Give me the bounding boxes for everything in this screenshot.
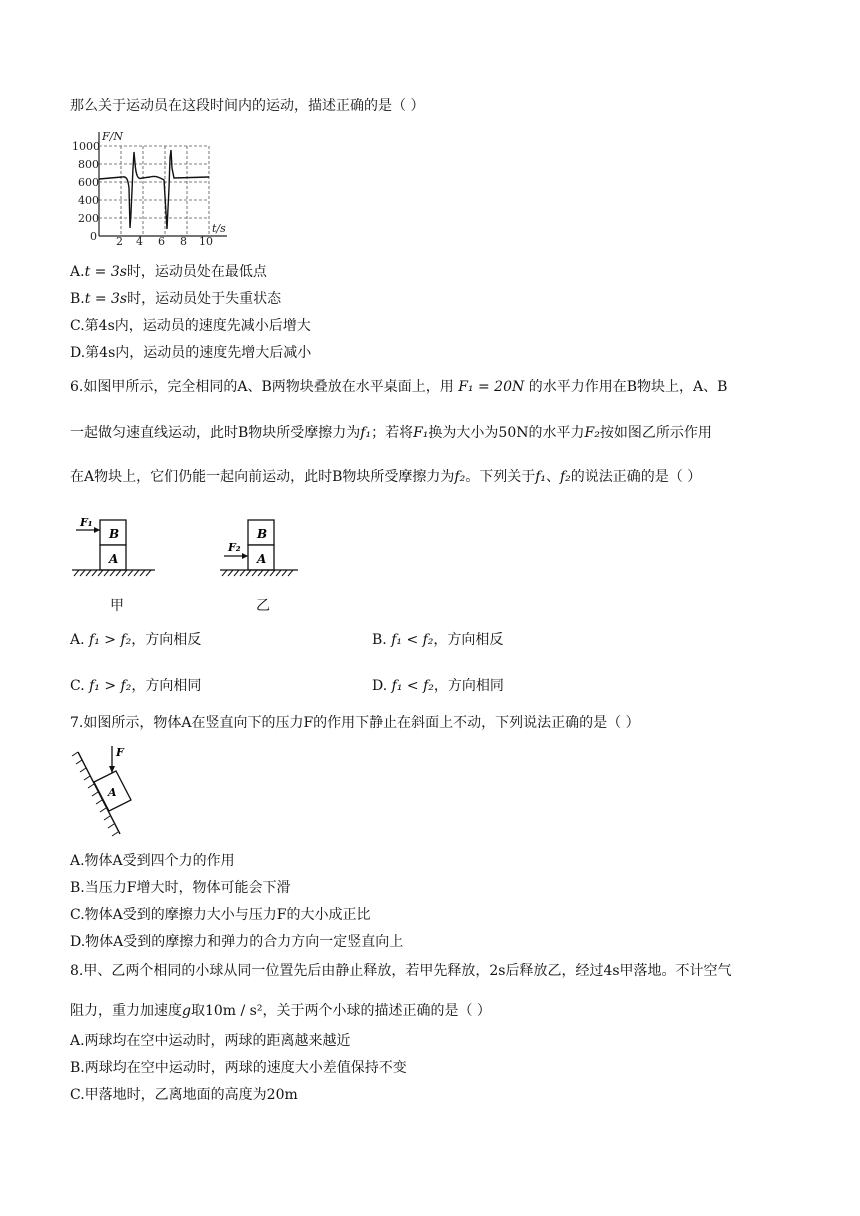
q8-stem-line1: 8.甲、乙两个相同的小球从同一位置先后由静止释放，若甲先释放，2s后释放乙，经过4s甲落地。不计空气 (70, 963, 732, 979)
x-tick: 4 (136, 235, 143, 248)
block-a-label: A (109, 552, 119, 566)
y-tick: 1000 (72, 140, 100, 153)
q6-option-a[interactable]: A. f₁ > f₂，方向相反 (70, 632, 202, 648)
q6-option-d[interactable]: D. f₁ < f₂，方向相同 (372, 678, 504, 694)
q8-option-c[interactable]: C.甲落地时，乙离地面的高度为20m (70, 1087, 298, 1103)
q5-option-a[interactable]: A.t = 3s时，运动员处在最低点 (70, 264, 267, 280)
y-tick: 600 (78, 176, 99, 189)
q6-stem-line1: 6.如图甲所示，完全相同的A、B两物块叠放在水平桌面上，用 F₁ = 20N 的水平力作用在B物块上，A、B (70, 379, 728, 395)
block-b-label: B (257, 527, 268, 541)
x-tick: 6 (158, 235, 165, 248)
q6-figure-jia (70, 512, 160, 582)
block-b-label: B (109, 527, 120, 541)
q5-option-c[interactable]: C.第4s内，运动员的速度先减小后增大 (70, 318, 311, 334)
q7-option-c[interactable]: C.物体A受到的摩擦力大小与压力F的大小成正比 (70, 907, 371, 923)
q5-option-d[interactable]: D.第4s内，运动员的速度先增大后减小 (70, 345, 312, 361)
q8-stem-line2: 阻力，重力加速度g取10m / s²，关于两个小球的描述正确的是（ ） (70, 1003, 491, 1019)
q5-stem: 那么关于运动员在这段时间内的运动，描述正确的是（ ） (70, 98, 425, 114)
y-tick: 200 (78, 212, 99, 225)
arrow-icon (94, 527, 100, 533)
y-tick: 400 (78, 194, 99, 207)
x-tick: 8 (180, 235, 187, 248)
caption-yi: 乙 (256, 598, 270, 614)
y-axis-label: F/N (102, 130, 123, 143)
force-label: F₁ (80, 516, 93, 529)
y-tick: 0 (90, 230, 97, 243)
block-a-label: A (108, 786, 117, 799)
q6-stem-line3: 在A物块上，它们仍能一起向前运动，此时B物块所受摩擦力为f₂。下列关于f₁、f₂的说法正确的是（ ） (70, 469, 702, 485)
force-label: F₂ (228, 541, 241, 554)
block-a-label: A (257, 552, 267, 566)
x-tick: 2 (116, 235, 123, 248)
q5-force-time-graph (72, 128, 232, 250)
math: t = 3s (84, 264, 127, 280)
math: t = 3s (84, 291, 128, 307)
y-tick: 800 (78, 158, 99, 171)
q8-option-b[interactable]: B.两球均在空中运动时，两球的速度大小差值保持不变 (70, 1060, 407, 1076)
caption-jia: 甲 (110, 598, 124, 614)
x-tick: 10 (199, 235, 213, 248)
q6-figure-yi (218, 512, 308, 582)
x-axis-label: t/s (212, 222, 226, 235)
q8-option-a[interactable]: A.两球均在空中运动时，两球的距离越来越近 (70, 1033, 351, 1049)
q7-option-d[interactable]: D.物体A受到的摩擦力和弹力的合力方向一定竖直向上 (70, 934, 404, 950)
force-label: F (116, 746, 124, 759)
arrow-icon (242, 553, 248, 559)
q6-option-b[interactable]: B. f₁ < f₂，方向相反 (372, 632, 504, 648)
q6-stem-line2: 一起做匀速直线运动，此时B物块所受摩擦力为f₁；若将F₁换为大小为50N的水平力F₂按如图乙所示作用 (70, 425, 712, 441)
q7-incline-figure (70, 742, 150, 842)
q7-stem: 7.如图所示，物体A在竖直向下的压力F的作用下静止在斜面上不动，下列说法正确的是（ ） (70, 715, 640, 731)
q7-option-b[interactable]: B.当压力F增大时，物体可能会下滑 (70, 880, 291, 896)
q7-option-a[interactable]: A.物体A受到四个力的作用 (70, 853, 235, 869)
q6-option-c[interactable]: C. f₁ > f₂，方向相同 (70, 678, 202, 694)
q5-option-b[interactable]: B.t = 3s时，运动员处于失重状态 (70, 291, 282, 307)
